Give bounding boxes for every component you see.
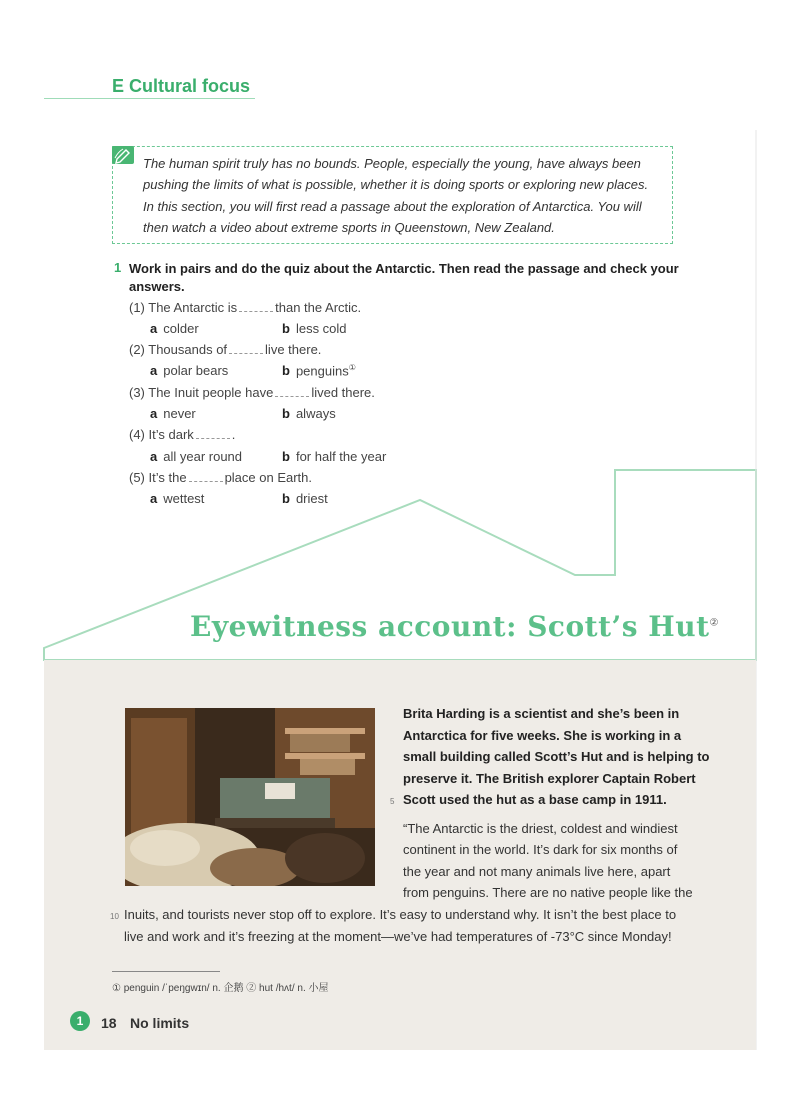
passage-intro-line: Scott used the hut as a base camp in 1911. <box>403 792 667 807</box>
photo-scotts-hut-interior <box>125 708 375 886</box>
answer-blank[interactable] <box>196 428 230 439</box>
passage-intro-line: Antarctica for five weeks. She is working in a <box>403 728 682 743</box>
footnote-ref: ② <box>709 617 719 629</box>
option-b[interactable]: b driest <box>282 491 328 506</box>
passage-line: the year and not many animals live here, apart <box>403 864 671 879</box>
footnote-ref: ① <box>348 363 356 372</box>
answer-blank[interactable] <box>189 471 223 482</box>
section-title: E Cultural focus <box>112 76 251 96</box>
intro-line: In this section, you will first read a passage about the exploration of Antarctica. You will <box>143 199 642 214</box>
option-a[interactable]: a polar bears <box>150 363 229 378</box>
unit-badge: 1 <box>70 1011 90 1031</box>
passage-line: live and work and it’s freezing at the moment—we’ve had temperatures of -73°C since Monday! <box>124 929 672 944</box>
quiz-question: (2) Thousands of live there. <box>129 342 322 357</box>
intro-line: then watch a video about extreme sports in Queenstown, New Zealand. <box>143 220 555 235</box>
task-number: 1 <box>114 260 122 275</box>
passage-intro-line: preserve it. The British explorer Captain Robert <box>403 771 696 786</box>
quiz-question: (5) It’s the place on Earth. <box>129 470 313 485</box>
unit-title: No limits <box>130 1015 190 1031</box>
line-number: 5 <box>390 797 395 806</box>
passage-line: continent in the world. It’s dark for six months of <box>403 842 678 857</box>
task-line: Work in pairs and do the quiz about the Antarctic. Then read the passage and check your <box>129 261 679 276</box>
footnote-rule <box>112 971 220 972</box>
quiz-question: (3) The Inuit people have lived there. <box>129 385 375 400</box>
option-b[interactable]: b penguins① <box>282 363 356 379</box>
intro-line: pushing the limits of what is possible, whether it is doing sports or exploring new places. <box>143 177 649 192</box>
passage-line: “The Antarctic is the driest, coldest and windiest <box>403 821 678 836</box>
task-instruction <box>129 260 689 296</box>
answer-blank[interactable] <box>239 301 273 312</box>
option-b[interactable]: b for half the year <box>282 449 387 464</box>
quiz-question: (4) It’s dark . <box>129 427 236 442</box>
passage-intro-line: small building called Scott’s Hut and is helping to <box>403 749 710 764</box>
option-a[interactable]: a wettest <box>150 491 205 506</box>
passage-line: from penguins. There are no native people like the <box>403 885 693 900</box>
intro-line: The human spirit truly has no bounds. People, especially the young, have always been <box>143 156 641 171</box>
option-a[interactable]: a colder <box>150 321 199 336</box>
option-a[interactable]: a never <box>150 406 196 421</box>
footnote: ① penguin /ˈpeŋgwɪn/ n. 企鹅 ② hut /hʌt/ n. 小屋 <box>112 983 329 994</box>
answer-blank[interactable] <box>275 386 309 397</box>
task-line: answers. <box>129 279 185 294</box>
page-number: 18 <box>101 1015 117 1031</box>
line-number: 10 <box>110 912 119 921</box>
option-b[interactable]: b less cold <box>282 321 347 336</box>
option-a[interactable]: a all year round <box>150 449 243 464</box>
passage-title: Eyewitness account: Scott’s Hut② <box>190 610 719 643</box>
passage-intro-line: Brita Harding is a scientist and she’s been in <box>403 706 680 721</box>
pencil-note-icon <box>112 146 134 164</box>
quiz-question: (1) The Antarctic is than the Arctic. <box>129 300 362 315</box>
answer-blank[interactable] <box>229 343 263 354</box>
option-b[interactable]: b always <box>282 406 336 421</box>
passage-line: Inuits, and tourists never stop off to explore. It’s easy to understand why. It isn’t the best place to <box>124 907 677 922</box>
